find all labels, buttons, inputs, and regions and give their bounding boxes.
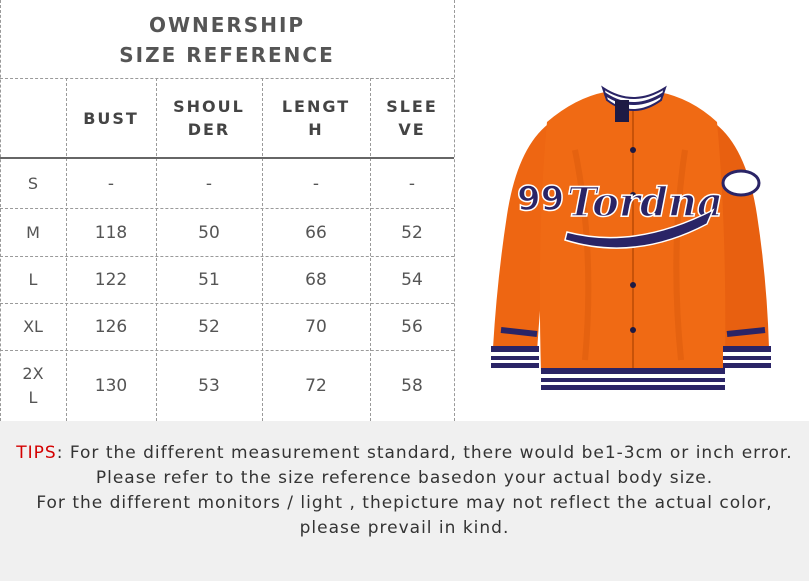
length-value: - xyxy=(312,174,320,194)
table-title xyxy=(0,10,454,70)
shoulder-value: 50 xyxy=(198,222,220,243)
header-shoulder: SHOUL DER xyxy=(173,97,245,139)
size-label: S xyxy=(27,174,39,193)
bust-value: 126 xyxy=(94,317,128,337)
length-value: 70 xyxy=(305,317,327,337)
size-label: XL xyxy=(23,317,43,336)
jacket-script: Tordna xyxy=(567,179,723,226)
title-separator xyxy=(0,78,454,79)
bust-value: 122 xyxy=(94,270,128,290)
sleeve-value: 56 xyxy=(401,317,423,337)
jacket-illustration xyxy=(455,0,809,420)
tips-line-3: For the different monitors / light , thepicture may not reflect the actual color, please prevail in kind. xyxy=(36,493,773,538)
shoulder-value: 51 xyxy=(198,270,220,290)
title-line-2: SIZE REFERENCE xyxy=(119,43,335,67)
jacket-photo xyxy=(455,0,809,420)
sleeve-value: 54 xyxy=(401,270,423,290)
bust-value: 130 xyxy=(94,376,128,396)
length-value: 72 xyxy=(305,376,327,396)
tips-line-1 xyxy=(12,441,797,466)
bust-value: - xyxy=(107,174,115,194)
length-value: 66 xyxy=(305,222,327,243)
sleeve-value: 52 xyxy=(401,222,423,243)
length-value: 68 xyxy=(305,270,327,290)
tips-line-2: Please refer to the size reference basedon your actual body size. xyxy=(95,468,714,488)
bust-value: 118 xyxy=(94,222,128,243)
size-label: 2X L xyxy=(22,364,44,407)
size-label: L xyxy=(28,270,38,289)
jacket-number: 99 xyxy=(517,179,565,219)
title-line-1: OWNERSHIP xyxy=(148,13,306,37)
header-bust: BUST xyxy=(83,108,139,128)
sleeve-value: - xyxy=(408,174,416,194)
shoulder-value: - xyxy=(205,174,213,194)
tips-line-1-text: : For the different measurement standard, there would be1-3cm or inch error. xyxy=(56,443,793,463)
tips-text xyxy=(12,441,797,541)
tips-label: TIPS xyxy=(16,443,57,463)
header-sleeve: SLEE VE xyxy=(386,97,438,139)
shoulder-value: 53 xyxy=(198,376,220,396)
size-label: M xyxy=(26,222,40,242)
header-length: LENGT H xyxy=(281,97,351,139)
header-separator xyxy=(0,157,454,159)
shoulder-value: 52 xyxy=(198,317,220,337)
sleeve-value: 58 xyxy=(401,376,423,396)
